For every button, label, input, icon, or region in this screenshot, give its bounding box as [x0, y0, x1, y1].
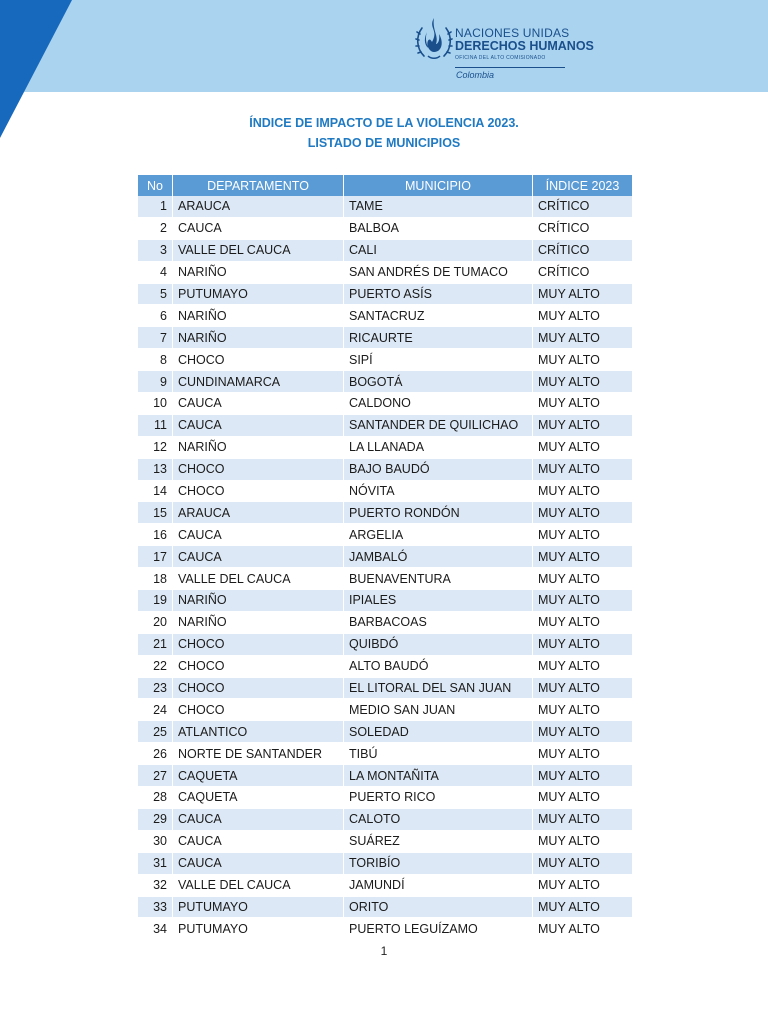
- cell-no: 30: [138, 831, 172, 853]
- table-row: [138, 743, 632, 765]
- header-indice: ÍNDICE 2023: [533, 175, 632, 196]
- cell-no: 5: [138, 284, 172, 306]
- cell-municipio: RICAURTE: [344, 327, 532, 349]
- cell-municipio: JAMUNDÍ: [344, 875, 532, 897]
- cell-no: 25: [138, 721, 172, 743]
- cell-departamento: CAUCA: [173, 546, 343, 568]
- cell-departamento: CAUCA: [173, 393, 343, 415]
- org-name-line: NACIONES UNIDAS: [455, 26, 570, 40]
- cell-indice: MUY ALTO: [533, 590, 632, 612]
- table-row: [138, 546, 632, 568]
- org-subname-line: DERECHOS HUMANOS: [455, 39, 594, 53]
- cell-municipio: TORIBÍO: [344, 853, 532, 875]
- document-subtitle: LISTADO DE MUNICIPIOS: [307, 136, 461, 150]
- cell-indice: MUY ALTO: [533, 897, 632, 919]
- cell-departamento: NARIÑO: [173, 327, 343, 349]
- cell-municipio: BUENAVENTURA: [344, 568, 532, 590]
- table-row: [138, 218, 632, 240]
- cell-departamento: CAUCA: [173, 415, 343, 437]
- cell-departamento: ARAUCA: [173, 196, 343, 218]
- cell-municipio: NÓVITA: [344, 481, 532, 503]
- table-row: [138, 809, 632, 831]
- header-departamento: DEPARTAMENTO: [173, 175, 343, 196]
- cell-municipio: TAME: [344, 196, 532, 218]
- cell-no: 23: [138, 678, 172, 700]
- table-row: [138, 656, 632, 678]
- logo-country: Colombia: [456, 70, 495, 80]
- cell-no: 27: [138, 765, 172, 787]
- cell-municipio: IPIALES: [344, 590, 532, 612]
- cell-municipio: ALTO BAUDÓ: [344, 656, 532, 678]
- cell-municipio: BOGOTÁ: [344, 371, 532, 393]
- cell-municipio: PUERTO RICO: [344, 787, 532, 809]
- cell-no: 29: [138, 809, 172, 831]
- cell-departamento: NORTE DE SANTANDER: [173, 743, 343, 765]
- table-row: [138, 393, 632, 415]
- cell-departamento: CHOCO: [173, 634, 343, 656]
- cell-no: 26: [138, 743, 172, 765]
- cell-departamento: CAUCA: [173, 831, 343, 853]
- cell-municipio: SANTACRUZ: [344, 305, 532, 327]
- cell-municipio: MEDIO SAN JUAN: [344, 699, 532, 721]
- logo-divider: [455, 67, 565, 68]
- cell-municipio: SUÁREZ: [344, 831, 532, 853]
- cell-indice: MUY ALTO: [533, 546, 632, 568]
- cell-indice: MUY ALTO: [533, 612, 632, 634]
- cell-indice: MUY ALTO: [533, 524, 632, 546]
- cell-indice: MUY ALTO: [533, 568, 632, 590]
- cell-departamento: PUTUMAYO: [173, 897, 343, 919]
- cell-departamento: NARIÑO: [173, 437, 343, 459]
- cell-departamento: CHOCO: [173, 459, 343, 481]
- cell-no: 12: [138, 437, 172, 459]
- table-row: [138, 305, 632, 327]
- cell-departamento: VALLE DEL CAUCA: [173, 568, 343, 590]
- cell-indice: MUY ALTO: [533, 678, 632, 700]
- table-body: [138, 196, 632, 940]
- cell-departamento: PUTUMAYO: [173, 918, 343, 940]
- org-logotype: [455, 27, 594, 61]
- cell-municipio: SAN ANDRÉS DE TUMACO: [344, 262, 532, 284]
- cell-indice: MUY ALTO: [533, 327, 632, 349]
- cell-departamento: CAQUETA: [173, 765, 343, 787]
- cell-departamento: PUTUMAYO: [173, 284, 343, 306]
- cell-departamento: CAUCA: [173, 218, 343, 240]
- org-office-line: OFICINA DEL ALTO COMISIONADO: [455, 54, 546, 61]
- cell-departamento: CAUCA: [173, 853, 343, 875]
- cell-municipio: CALI: [344, 240, 532, 262]
- table-row: [138, 568, 632, 590]
- cell-no: 28: [138, 787, 172, 809]
- header-band: [0, 0, 768, 92]
- document-title: ÍNDICE DE IMPACTO DE LA VIOLENCIA 2023.: [249, 116, 519, 130]
- table-row: [138, 853, 632, 875]
- cell-departamento: NARIÑO: [173, 305, 343, 327]
- table-row: [138, 284, 632, 306]
- cell-departamento: VALLE DEL CAUCA: [173, 240, 343, 262]
- cell-no: 15: [138, 502, 172, 524]
- cell-no: 18: [138, 568, 172, 590]
- cell-no: 34: [138, 918, 172, 940]
- cell-no: 32: [138, 875, 172, 897]
- cell-no: 8: [138, 349, 172, 371]
- cell-departamento: CAUCA: [173, 809, 343, 831]
- cell-municipio: PUERTO LEGUÍZAMO: [344, 918, 532, 940]
- cell-no: 22: [138, 656, 172, 678]
- cell-indice: MUY ALTO: [533, 765, 632, 787]
- cell-indice: MUY ALTO: [533, 634, 632, 656]
- table-row: [138, 897, 632, 919]
- cell-no: 16: [138, 524, 172, 546]
- cell-no: 2: [138, 218, 172, 240]
- cell-indice: MUY ALTO: [533, 502, 632, 524]
- cell-departamento: CHOCO: [173, 349, 343, 371]
- cell-indice: MUY ALTO: [533, 481, 632, 503]
- cell-departamento: CAUCA: [173, 524, 343, 546]
- table-row: [138, 196, 632, 218]
- cell-departamento: NARIÑO: [173, 612, 343, 634]
- cell-no: 6: [138, 305, 172, 327]
- cell-indice: MUY ALTO: [533, 284, 632, 306]
- cell-municipio: JAMBALÓ: [344, 546, 532, 568]
- cell-departamento: CHOCO: [173, 481, 343, 503]
- cell-indice: CRÍTICO: [533, 218, 632, 240]
- table-row: [138, 459, 632, 481]
- cell-municipio: EL LITORAL DEL SAN JUAN: [344, 678, 532, 700]
- cell-no: 31: [138, 853, 172, 875]
- cell-indice: MUY ALTO: [533, 437, 632, 459]
- cell-indice: MUY ALTO: [533, 415, 632, 437]
- cell-indice: MUY ALTO: [533, 349, 632, 371]
- cell-municipio: ARGELIA: [344, 524, 532, 546]
- cell-no: 33: [138, 897, 172, 919]
- table-row: [138, 678, 632, 700]
- cell-no: 11: [138, 415, 172, 437]
- cell-indice: CRÍTICO: [533, 262, 632, 284]
- cell-municipio: SIPÍ: [344, 349, 532, 371]
- table-row: [138, 612, 632, 634]
- table-row: [138, 437, 632, 459]
- cell-no: 7: [138, 327, 172, 349]
- page-number: 1: [380, 944, 388, 958]
- cell-municipio: PUERTO RONDÓN: [344, 502, 532, 524]
- table-row: [138, 481, 632, 503]
- cell-indice: CRÍTICO: [533, 240, 632, 262]
- cell-indice: MUY ALTO: [533, 459, 632, 481]
- cell-municipio: LA MONTAÑITA: [344, 765, 532, 787]
- table-row: [138, 502, 632, 524]
- table-row: [138, 415, 632, 437]
- cell-indice: MUY ALTO: [533, 918, 632, 940]
- table-row: [138, 327, 632, 349]
- cell-departamento: ATLANTICO: [173, 721, 343, 743]
- cell-departamento: NARIÑO: [173, 590, 343, 612]
- table-row: [138, 371, 632, 393]
- cell-indice: MUY ALTO: [533, 721, 632, 743]
- table-row: [138, 787, 632, 809]
- cell-departamento: CHOCO: [173, 699, 343, 721]
- cell-indice: MUY ALTO: [533, 831, 632, 853]
- header-no: No: [138, 175, 172, 196]
- cell-indice: MUY ALTO: [533, 371, 632, 393]
- cell-municipio: CALDONO: [344, 393, 532, 415]
- cell-indice: MUY ALTO: [533, 656, 632, 678]
- cell-indice: MUY ALTO: [533, 743, 632, 765]
- cell-departamento: CAQUETA: [173, 787, 343, 809]
- cell-departamento: CHOCO: [173, 678, 343, 700]
- cell-departamento: NARIÑO: [173, 262, 343, 284]
- municipality-table: [137, 175, 633, 940]
- cell-indice: MUY ALTO: [533, 853, 632, 875]
- cell-indice: MUY ALTO: [533, 699, 632, 721]
- cell-municipio: CALOTO: [344, 809, 532, 831]
- table-row: [138, 524, 632, 546]
- cell-no: 17: [138, 546, 172, 568]
- cell-indice: MUY ALTO: [533, 393, 632, 415]
- table-row: [138, 918, 632, 940]
- cell-no: 9: [138, 371, 172, 393]
- cell-no: 14: [138, 481, 172, 503]
- cell-no: 24: [138, 699, 172, 721]
- cell-municipio: BARBACOAS: [344, 612, 532, 634]
- cell-indice: CRÍTICO: [533, 196, 632, 218]
- cell-no: 20: [138, 612, 172, 634]
- table-row: [138, 765, 632, 787]
- cell-no: 13: [138, 459, 172, 481]
- table-row: [138, 634, 632, 656]
- cell-municipio: BAJO BAUDÓ: [344, 459, 532, 481]
- cell-no: 21: [138, 634, 172, 656]
- cell-municipio: TIBÚ: [344, 743, 532, 765]
- header-municipio: MUNICIPIO: [344, 175, 532, 196]
- table-row: [138, 349, 632, 371]
- cell-indice: MUY ALTO: [533, 305, 632, 327]
- cell-departamento: CUNDINAMARCA: [173, 371, 343, 393]
- table-row: [138, 590, 632, 612]
- cell-municipio: ORITO: [344, 897, 532, 919]
- cell-municipio: LA LLANADA: [344, 437, 532, 459]
- cell-municipio: BALBOA: [344, 218, 532, 240]
- table-row: [138, 831, 632, 853]
- cell-indice: MUY ALTO: [533, 787, 632, 809]
- cell-no: 10: [138, 393, 172, 415]
- cell-municipio: SOLEDAD: [344, 721, 532, 743]
- cell-no: 1: [138, 196, 172, 218]
- table-row: [138, 721, 632, 743]
- table-header-row: [138, 175, 632, 196]
- cell-indice: MUY ALTO: [533, 809, 632, 831]
- table-row: [138, 262, 632, 284]
- cell-no: 19: [138, 590, 172, 612]
- cell-indice: MUY ALTO: [533, 875, 632, 897]
- cell-municipio: PUERTO ASÍS: [344, 284, 532, 306]
- cell-no: 4: [138, 262, 172, 284]
- cell-departamento: CHOCO: [173, 656, 343, 678]
- cell-no: 3: [138, 240, 172, 262]
- table-row: [138, 875, 632, 897]
- cell-municipio: QUIBDÓ: [344, 634, 532, 656]
- cell-departamento: VALLE DEL CAUCA: [173, 875, 343, 897]
- table-row: [138, 699, 632, 721]
- table-row: [138, 240, 632, 262]
- cell-departamento: ARAUCA: [173, 502, 343, 524]
- cell-municipio: SANTANDER DE QUILICHAO: [344, 415, 532, 437]
